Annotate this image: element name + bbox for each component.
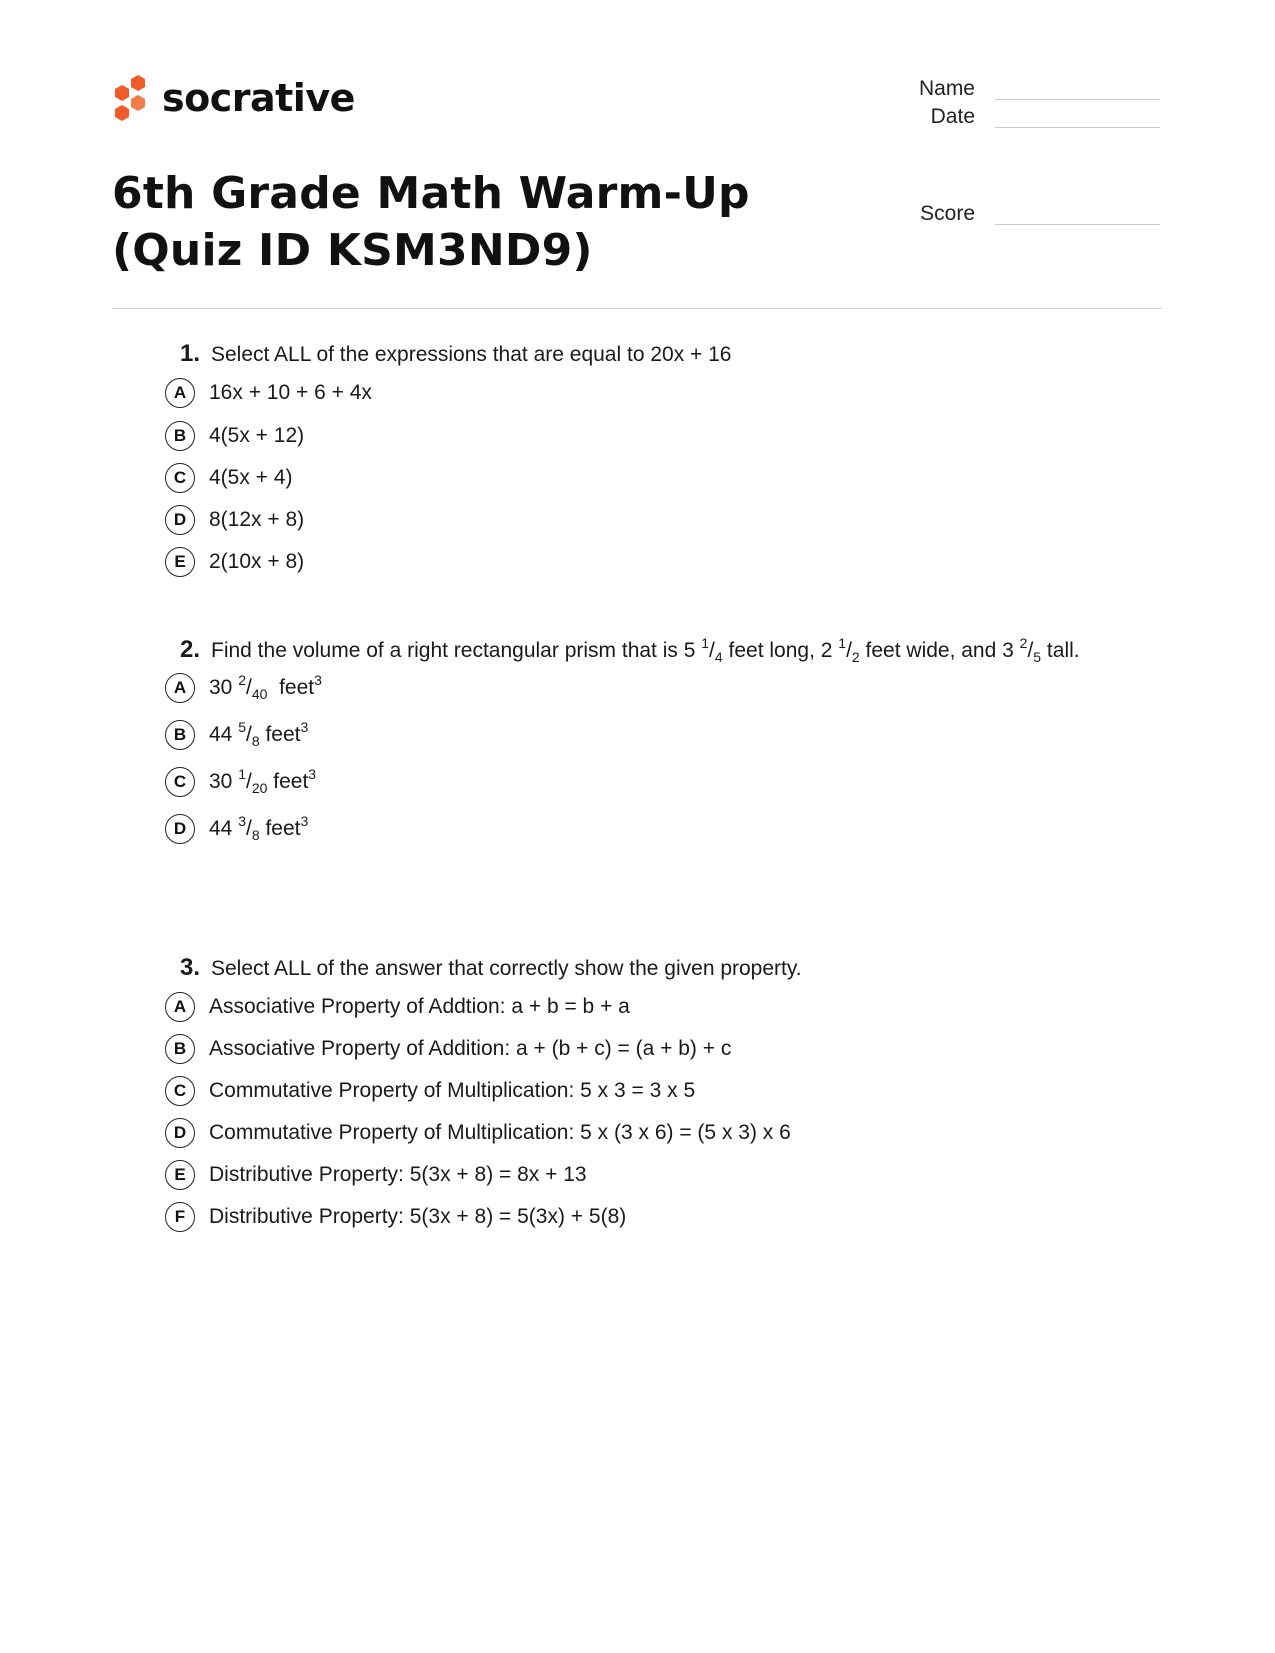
score-field[interactable]	[900, 199, 1160, 229]
choice-text: Commutative Property of Multiplication: 5 x 3 = 3 x 5	[209, 1079, 696, 1102]
header-divider	[112, 308, 1162, 309]
choice-letter[interactable]: C	[165, 1076, 195, 1106]
question-header	[165, 338, 1115, 371]
choice-letter[interactable]: A	[165, 673, 195, 703]
choice-letter[interactable]: A	[165, 992, 195, 1022]
choice-text: Associative Property of Addition: a + (b + c) = (a + b) + c	[209, 1037, 732, 1060]
choice-text: Distributive Property: 5(3x + 8) = 5(3x) + 5(8)	[209, 1205, 627, 1228]
question-number: 3.	[179, 954, 200, 981]
choice-letter[interactable]: C	[165, 463, 195, 493]
choice-letter[interactable]: B	[165, 720, 195, 750]
choice-d[interactable]	[165, 1118, 1115, 1148]
choice-letter[interactable]: D	[165, 1118, 195, 1148]
choice-text: Associative Property of Addtion: a + b = b + a	[209, 995, 630, 1018]
choice-e[interactable]	[165, 547, 1115, 577]
choice-d[interactable]	[165, 814, 1115, 844]
name-line[interactable]	[995, 99, 1160, 100]
choice-a[interactable]	[165, 673, 1115, 703]
question-2	[165, 634, 1115, 844]
choice-letter[interactable]: E	[165, 1160, 195, 1190]
choice-text: 30 $^2/_{40}$ feet$^3$	[209, 672, 322, 702]
brand-name: socrative	[162, 76, 355, 120]
socrative-hexagons-icon	[110, 73, 150, 123]
choice-b[interactable]	[165, 720, 1115, 750]
choice-b[interactable]	[165, 1034, 1115, 1064]
choice-letter[interactable]: F	[165, 1202, 195, 1232]
question-1	[165, 338, 1115, 577]
question-text: Find the volume of a right rectangular prism that is 5 $^1/_4$ feet long, 2 $^1/_2$ feet wide, and 3 $^2/_5$ tall.	[211, 635, 1080, 665]
choice-letter[interactable]: E	[165, 547, 195, 577]
choice-a[interactable]	[165, 992, 1115, 1022]
choice-letter[interactable]: B	[165, 421, 195, 451]
question-3	[165, 952, 1115, 1232]
choice-c[interactable]	[165, 1076, 1115, 1106]
question-number: 2.	[179, 636, 200, 663]
question-header	[165, 952, 1115, 985]
choice-f[interactable]	[165, 1202, 1115, 1232]
question-header	[165, 634, 1115, 667]
score-label: Score	[920, 202, 975, 225]
socrative-logo	[110, 72, 355, 124]
choice-letter[interactable]: C	[165, 767, 195, 797]
name-label: Name	[918, 77, 975, 100]
choice-text: 16x + 10 + 6 + 4x	[209, 381, 372, 404]
choice-a[interactable]	[165, 378, 1115, 408]
date-field[interactable]	[900, 102, 1160, 132]
choice-letter[interactable]: A	[165, 378, 195, 408]
choice-d[interactable]	[165, 505, 1115, 535]
choice-text: 44 $^3/_8$ feet$^3$	[209, 813, 309, 843]
question-number: 1.	[179, 340, 200, 367]
choice-text: 4(5x + 12)	[209, 424, 305, 447]
choice-letter[interactable]: B	[165, 1034, 195, 1064]
choice-letter[interactable]: D	[165, 505, 195, 535]
page-title: 6th Grade Math Warm-Up (Quiz ID KSM3ND9)	[112, 168, 750, 276]
choice-text: 8(12x + 8)	[209, 508, 305, 531]
choice-e[interactable]	[165, 1160, 1115, 1190]
choice-text: 4(5x + 4)	[209, 466, 293, 489]
date-label: Date	[930, 105, 975, 128]
choice-c[interactable]	[165, 767, 1115, 797]
choice-text: Distributive Property: 5(3x + 8) = 8x + 13	[209, 1163, 587, 1186]
choice-text: 44 $^5/_8$ feet$^3$	[209, 719, 309, 749]
name-field[interactable]	[900, 74, 1160, 104]
choice-text: Commutative Property of Multiplication: 5 x (3 x 6) = (5 x 3) x 6	[209, 1121, 791, 1144]
choice-c[interactable]	[165, 463, 1115, 493]
score-line[interactable]	[995, 224, 1160, 225]
choice-letter[interactable]: D	[165, 814, 195, 844]
choice-text: 2(10x + 8)	[209, 550, 305, 573]
date-line[interactable]	[995, 127, 1160, 128]
question-text: Select ALL of the answer that correctly show the given property.	[211, 957, 802, 980]
question-text: Select ALL of the expressions that are equal to 20x + 16	[211, 343, 732, 366]
choice-text: 30 $^1/_{20}$ feet$^3$	[209, 766, 317, 796]
choice-b[interactable]	[165, 421, 1115, 451]
